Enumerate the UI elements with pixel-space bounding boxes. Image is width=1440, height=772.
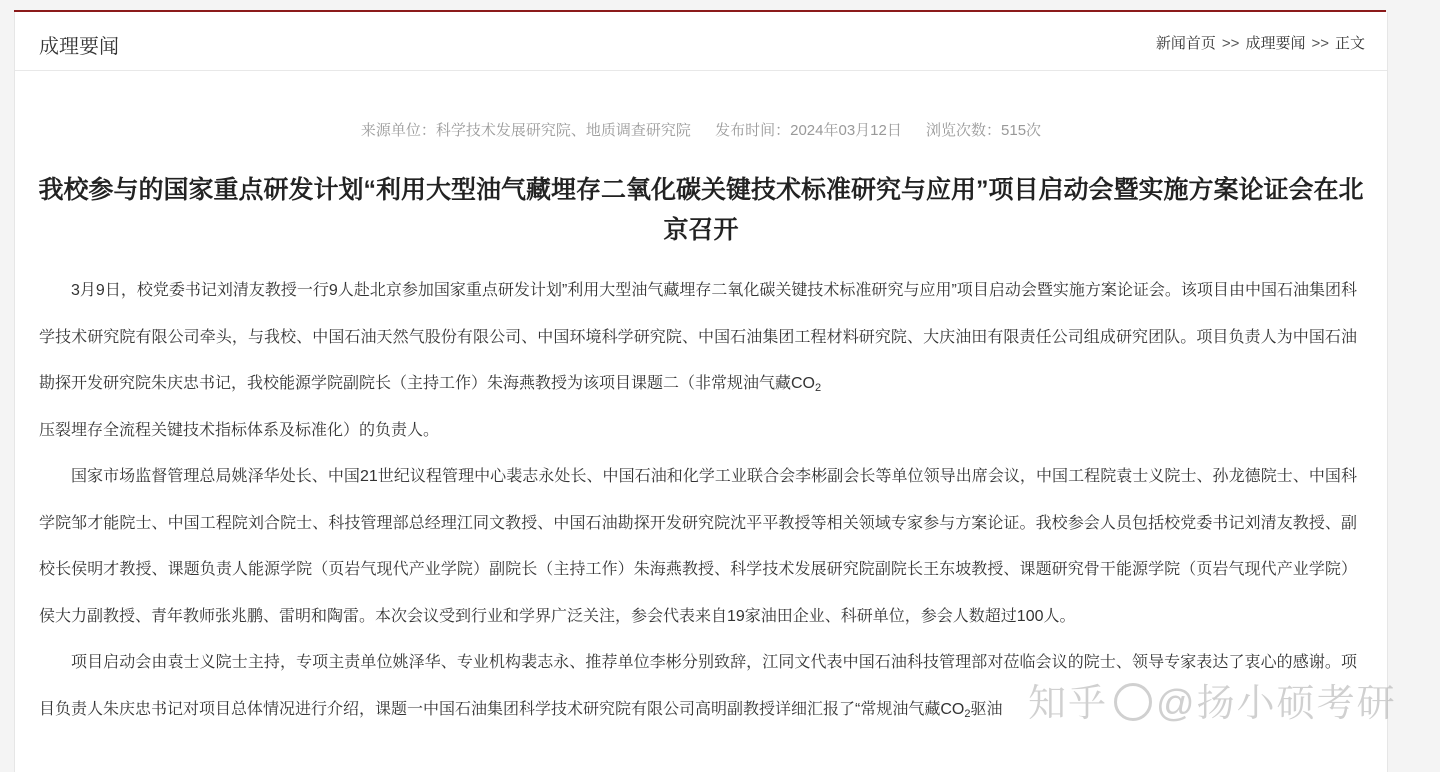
paragraph <box>39 640 1357 733</box>
meta-publish-date: 发布时间：2024年03月12日 <box>715 122 902 139</box>
paragraph <box>39 268 1357 454</box>
watermark-text: 知乎 <box>1028 683 1109 725</box>
article-panel <box>14 12 1388 772</box>
breadcrumb-section-link[interactable]: 成理要闻 <box>1245 35 1306 52</box>
meta-source: 来源单位：科学技术发展研究院、地质调查研究院 <box>360 122 691 139</box>
subscript: 2 <box>815 382 822 394</box>
article-meta <box>15 119 1387 140</box>
section-header <box>15 12 1387 71</box>
breadcrumb-separator: >> <box>1221 35 1240 52</box>
paragraph-text: 3月9日，校党委书记刘清友教授一行9人赴北京参加国家重点研发计划”利用大型油气藏埋存二氧化碳关键技术标准研究与应用”项目启动会暨实施方案论证会。该项目由中国石油集团科学技术研究院有限公司牵头，与我校、中国石油天然气股份有限公司、中国环境科学研究院、中国石油集团工程材料研究院、大庆油田有限责任公司组成研究团队。项目负责人为中国石油勘探开发研究院朱庆忠书记，我校能源学院副院长（主持工作）朱海燕教授为该项目课题二（非常规油气藏CO <box>39 282 1357 392</box>
meta-view-count: 浏览次数：515次 <box>926 122 1042 139</box>
article-body <box>39 268 1357 733</box>
section-title: 成理要闻 <box>39 36 119 58</box>
breadcrumb-current: 正文 <box>1334 35 1365 52</box>
paragraph-text: 驱油 <box>970 700 1003 718</box>
paragraph-text: 压裂埋存全流程关键技术指标体系及标准化）的负责人。 <box>39 421 440 439</box>
article-title: 我校参与的国家重点研发计划“利用大型油气藏埋存二氧化碳关键技术标准研究与应用”项目启动会暨实施方案论证会在北京召开 <box>38 176 1364 244</box>
paragraph-text: 项目启动会由袁士义院士主持，专项主责单位姚泽华、专业机构裴志永、推荐单位李彬分别致辞，江同文代表中国石油科技管理部对莅临会议的院士、领导专家表达了衷心的感谢。项目负责人朱庆忠书记对项目总体情况进行介绍，课题一中国石油集团科学技术研究院有限公司高明副教授详细汇报了“常规油气藏CO <box>39 654 1357 718</box>
breadcrumb <box>1156 32 1365 53</box>
paragraph: 国家市场监督管理总局姚泽华处长、中国21世纪议程管理中心裴志永处长、中国石油和化学工业联合会李彬副会长等单位领导出席会议，中国工程院袁士义院士、孙龙德院士、中国科学院邹才能院士、中国工程院刘合院士、科技管理部总经理江同文教授、中国石油勘探开发研究院沈平平教授等相关领域专家参与方案论证。我校参会人员包括校党委书记刘清友教授、副校长侯明才教授、课题负责人能源学院（页岩气现代产业学院）副院长（主持工作）朱海燕教授、科学技术发展研究院副院长王东坡教授、课题研究骨干能源学院（页岩气现代产业学院）侯大力副教授、青年教师张兆鹏、雷明和陶雷。本次会议受到行业和学界广泛关注，参会代表来自19家油田企业、科研单位，参会人数超过100人。 <box>39 468 1357 625</box>
subscript: 2 <box>964 707 971 720</box>
breadcrumb-home-link[interactable]: 新闻首页 <box>1155 35 1216 52</box>
breadcrumb-separator: >> <box>1311 35 1329 52</box>
watermark-text: @扬小硕考研 <box>1156 683 1397 725</box>
